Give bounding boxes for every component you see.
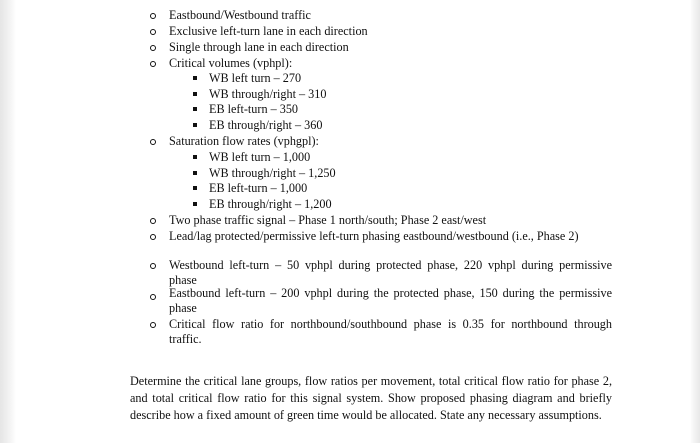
volume-eb-left: EB left-turn – 350 [209, 102, 299, 116]
square-bullet-icon [193, 107, 197, 111]
circle-bullet-icon [150, 234, 156, 240]
square-bullet-icon [193, 123, 197, 127]
square-bullet-icon [193, 202, 197, 206]
bullet-saturation-flow: Saturation flow rates (vphgpl): [169, 134, 319, 148]
sat-eb-through: EB through/right – 1,200 [209, 197, 332, 211]
volume-eb-through: EB through/right – 360 [209, 118, 323, 132]
bullet-left-turn-lane: Exclusive left-turn lane in each direction [169, 24, 368, 38]
bullet-nb-sb-ratio: Critical flow ratio for northbound/southbound phase is 0.35 for northbound through traffic. [169, 317, 612, 347]
square-bullet-icon [193, 92, 197, 96]
sat-wb-through: WB through/right – 1,250 [209, 166, 336, 180]
square-bullet-icon [193, 171, 197, 175]
square-bullet-icon [193, 155, 197, 159]
circle-bullet-icon [150, 61, 156, 67]
question-paragraph: Determine the critical lane groups, flow ratios per movement, total critical flow ratio for phase 2, and total critical flow ratio for this signal system. Show proposed phasing diagram and briefly describe how a fixed amount of green time would be allocated. State any necessary assumptions. [130, 374, 612, 422]
square-bullet-icon [193, 76, 197, 80]
sat-wb-left: WB left turn – 1,000 [209, 150, 311, 164]
circle-bullet-icon [150, 322, 156, 328]
volume-wb-left: WB left turn – 270 [209, 71, 302, 85]
bullet-lead-lag: Lead/lag protected/permissive left-turn phasing eastbound/westbound (i.e., Phase 2) [169, 229, 579, 243]
bullet-critical-volumes: Critical volumes (vphpl): [169, 56, 293, 70]
bullet-traffic: Eastbound/Westbound traffic [169, 8, 311, 22]
right-shadow-bar [690, 0, 700, 443]
volume-wb-through: WB through/right – 310 [209, 87, 327, 101]
bullet-through-lane: Single through lane in each direction [169, 40, 349, 54]
circle-bullet-icon [150, 263, 156, 269]
left-shadow-bar [0, 0, 16, 443]
circle-bullet-icon [150, 218, 156, 224]
circle-bullet-icon [150, 29, 156, 35]
bullet-wb-left-turn: Westbound left-turn – 50 vphpl during protected phase, 220 vphpl during permissive phase [169, 258, 612, 288]
bullet-eb-left-turn: Eastbound left-turn – 200 vphpl during the protected phase, 150 during the permissive phase [169, 286, 612, 316]
circle-bullet-icon [150, 139, 156, 145]
square-bullet-icon [193, 186, 197, 190]
circle-bullet-icon [150, 13, 156, 19]
bullet-signal-phases: Two phase traffic signal – Phase 1 north/south; Phase 2 east/west [169, 213, 487, 227]
circle-bullet-icon [150, 45, 156, 51]
circle-bullet-icon [150, 294, 156, 300]
sat-eb-left: EB left-turn – 1,000 [209, 181, 308, 195]
